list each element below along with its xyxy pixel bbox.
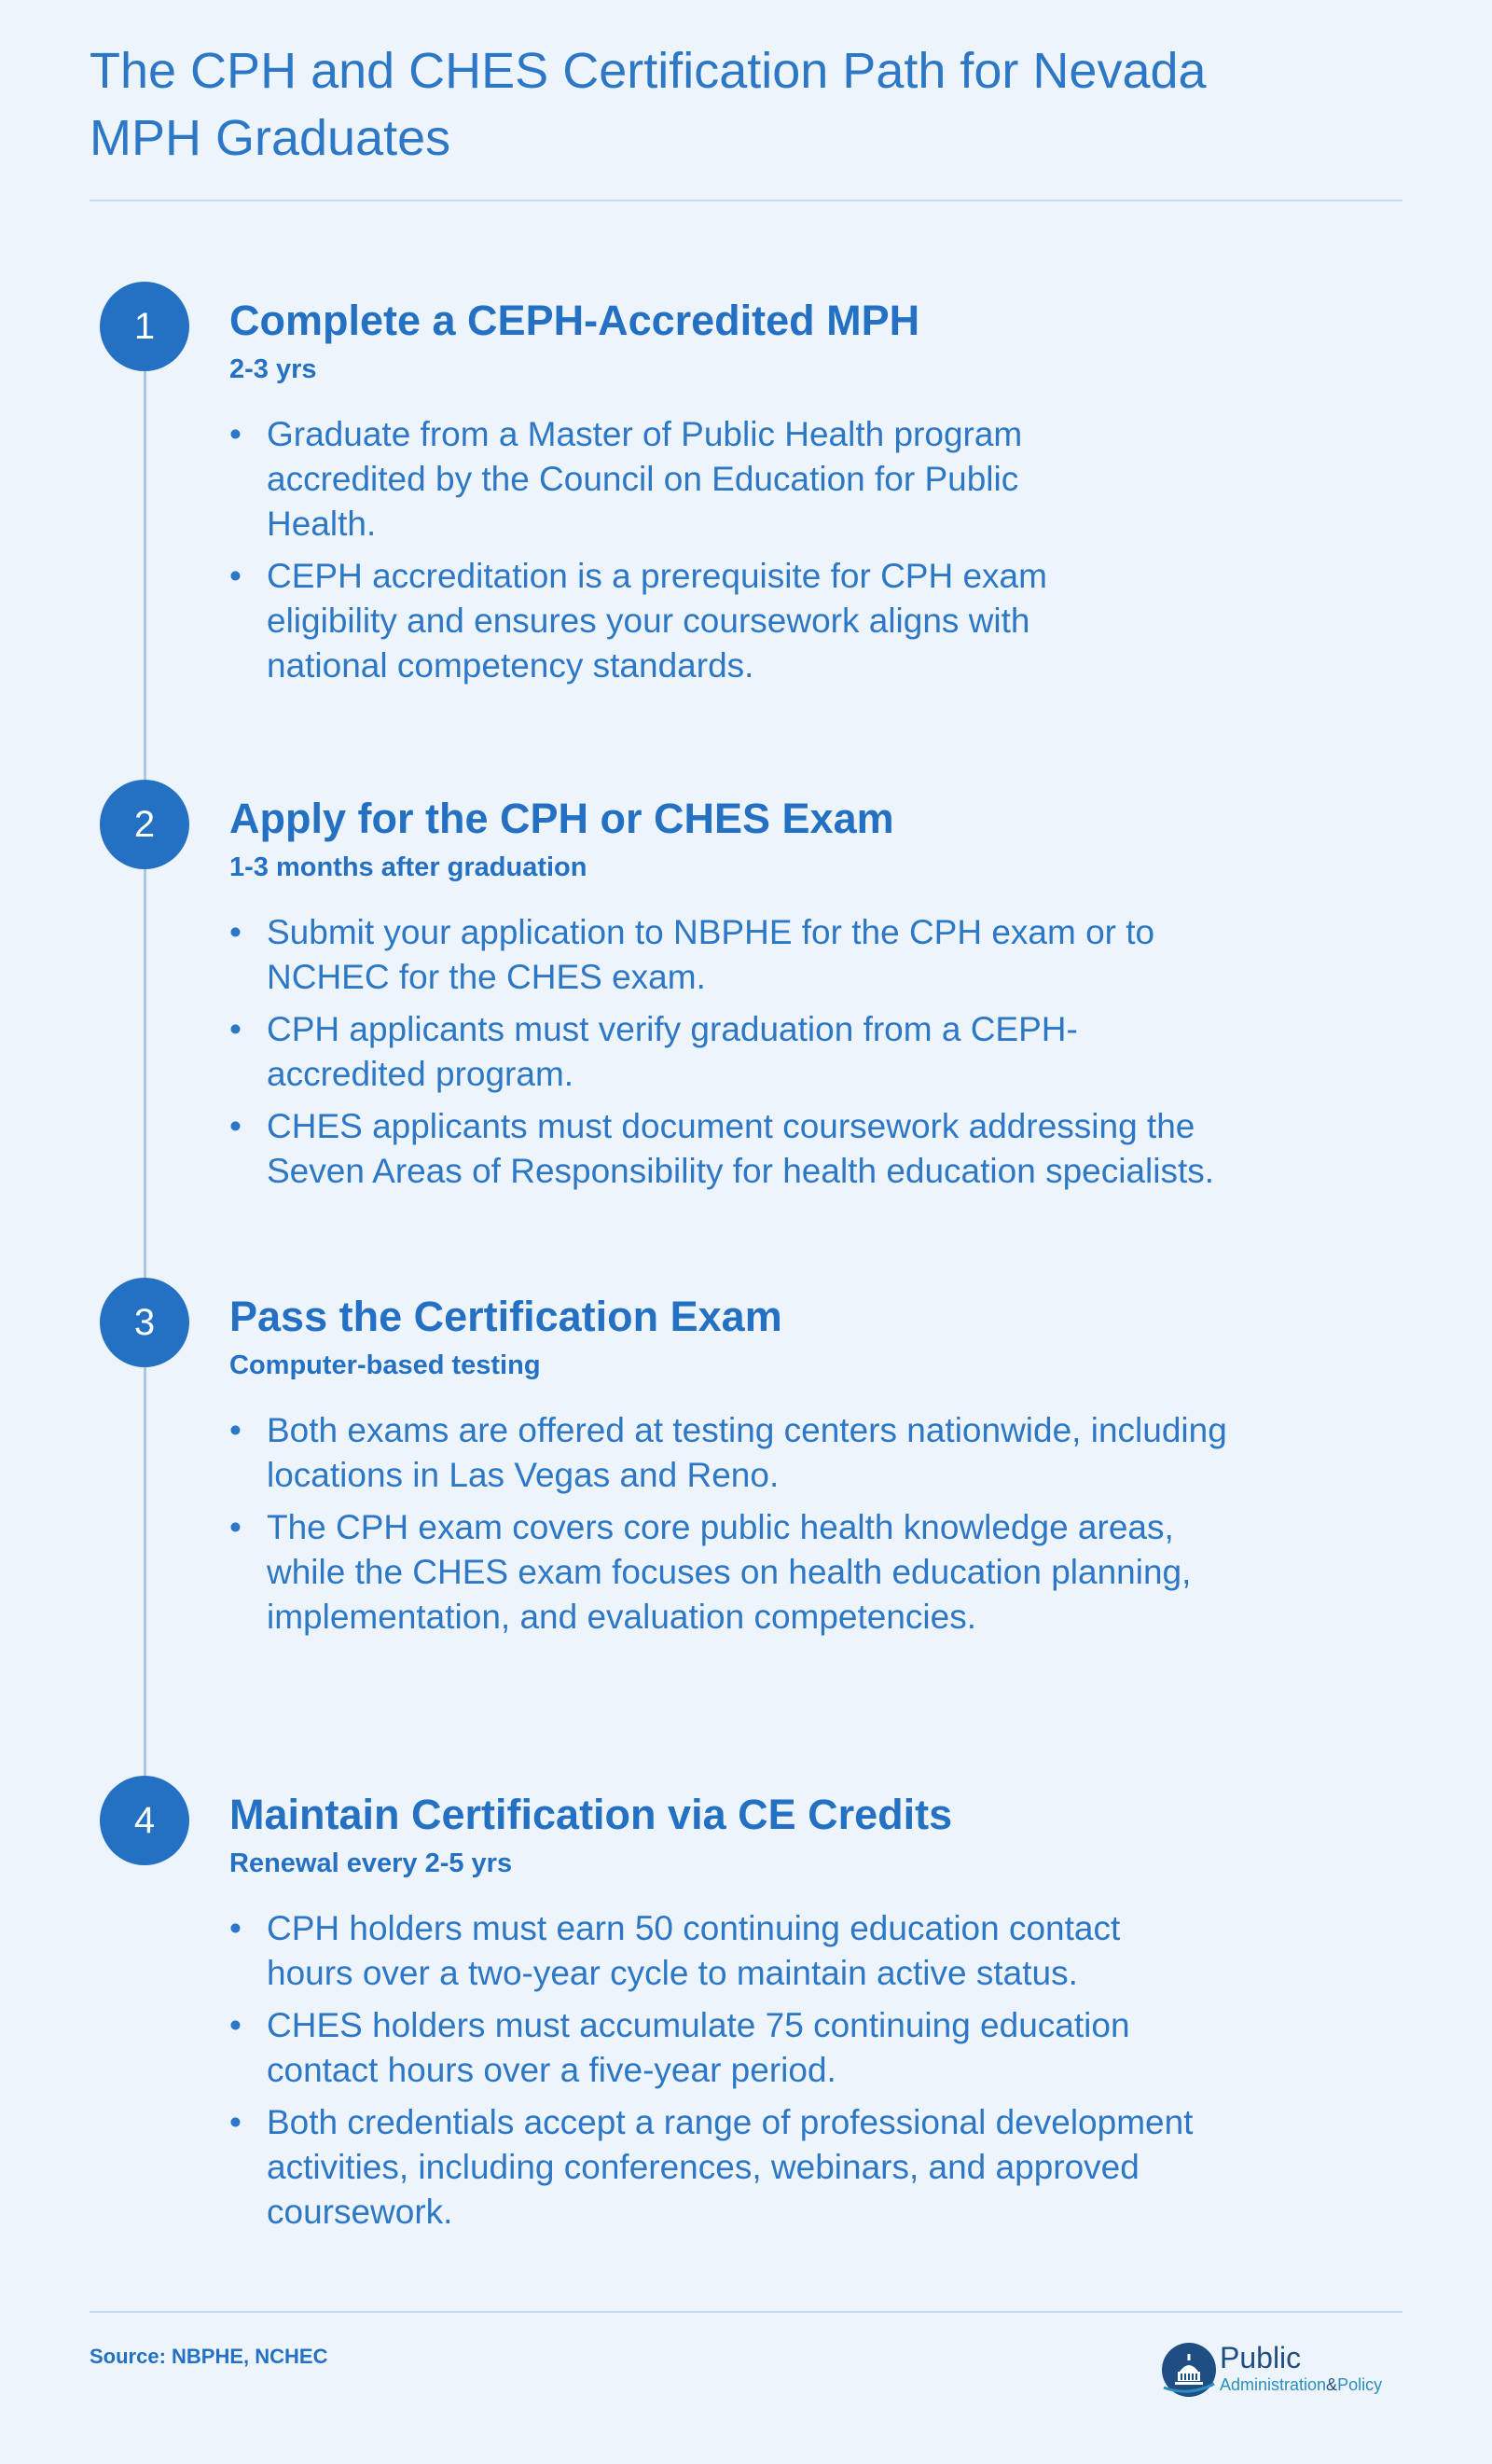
bullet-icon: • bbox=[229, 1010, 242, 1048]
step-title: Apply for the CPH or CHES Exam bbox=[229, 795, 894, 842]
bullet-text: CEPH accreditation is a prerequisite for CPH exam eligibility and ensures your coursework aligns with national competency standards. bbox=[267, 557, 1047, 685]
bullet-icon: • bbox=[229, 1411, 242, 1449]
bullet-icon: • bbox=[229, 1909, 242, 1947]
step-title: Maintain Certification via CE Credits bbox=[229, 1791, 953, 1838]
step-title: Complete a CEPH-Accredited MPH bbox=[229, 297, 920, 344]
bullet-icon: • bbox=[229, 557, 242, 595]
bullet-text: CHES applicants must document coursework addressing the Seven Areas of Responsibility for health education specialists. bbox=[267, 1107, 1215, 1190]
step-duration: 2-3 yrs bbox=[229, 354, 317, 384]
list-item bbox=[229, 1505, 1236, 1640]
bullet-icon: • bbox=[229, 415, 242, 453]
list-item bbox=[229, 1408, 1236, 1498]
logo-wordmark-primary: Public bbox=[1220, 2341, 1302, 2374]
footer-divider bbox=[90, 2311, 1402, 2313]
bullet-icon: • bbox=[229, 2006, 242, 2044]
bullet-icon: • bbox=[229, 1107, 242, 1145]
bullet-text: The CPH exam covers core public health knowledge areas, while the CHES exam focuses on health education planning, implementation, and evaluation competencies. bbox=[267, 1508, 1192, 1636]
step-number-badge: 3 bbox=[100, 1278, 189, 1367]
step-bullet-list bbox=[229, 412, 1087, 696]
bullet-text: CPH holders must earn 50 continuing education contact hours over a two-year cycle to maintain active status. bbox=[267, 1909, 1121, 1992]
bullet-icon: • bbox=[229, 913, 242, 951]
list-item bbox=[229, 2100, 1199, 2235]
page-title: The CPH and CHES Certification Path for Nevada MPH Graduates bbox=[90, 43, 1207, 166]
logo-word-administration: Administration bbox=[1220, 2375, 1327, 2394]
bullet-text: Both exams are offered at testing centers nationwide, including locations in Las Vegas and Reno. bbox=[267, 1411, 1227, 1494]
logo-wordmark-secondary bbox=[1220, 2374, 1382, 2395]
step-number-badge: 4 bbox=[100, 1776, 189, 1865]
brand-logo[interactable] bbox=[1160, 2335, 1402, 2401]
step-duration: Renewal every 2-5 yrs bbox=[229, 1848, 513, 1878]
list-item bbox=[229, 910, 1236, 1000]
list-item bbox=[229, 2003, 1199, 2093]
logo-word-policy: Policy bbox=[1337, 2375, 1383, 2394]
bullet-icon: • bbox=[229, 2103, 242, 2141]
step-bullet-list bbox=[229, 910, 1236, 1201]
capitol-dome-icon bbox=[1160, 2341, 1218, 2399]
list-item bbox=[229, 554, 1087, 688]
step-bullet-list bbox=[229, 1906, 1199, 2242]
list-item bbox=[229, 1007, 1236, 1097]
source-note: Source: NBPHE, NCHEC bbox=[90, 2345, 328, 2368]
logo-ampersand: & bbox=[1326, 2375, 1338, 2394]
step-duration: 1-3 months after graduation bbox=[229, 852, 587, 882]
bullet-text: CHES holders must accumulate 75 continuing education contact hours over a five-year period. bbox=[267, 2006, 1130, 2089]
list-item bbox=[229, 1906, 1199, 1996]
bullet-text: Graduate from a Master of Public Health program accredited by the Council on Education for Public Health. bbox=[267, 415, 1023, 543]
step-number-badge: 2 bbox=[100, 780, 189, 869]
list-item bbox=[229, 412, 1087, 547]
list-item bbox=[229, 1104, 1236, 1194]
step-number-badge: 1 bbox=[100, 282, 189, 371]
step-title: Pass the Certification Exam bbox=[229, 1293, 782, 1340]
step-duration: Computer-based testing bbox=[229, 1350, 541, 1380]
bullet-text: CPH applicants must verify graduation from a CEPH-accredited program. bbox=[267, 1010, 1078, 1093]
header-divider bbox=[90, 200, 1402, 201]
step-bullet-list bbox=[229, 1408, 1236, 1647]
bullet-icon: • bbox=[229, 1508, 242, 1546]
bullet-text: Submit your application to NBPHE for the CPH exam or to NCHEC for the CHES exam. bbox=[267, 913, 1155, 996]
bullet-text: Both credentials accept a range of professional development activities, including conferences, webinars, and approved coursework. bbox=[267, 2103, 1194, 2231]
timeline-line bbox=[144, 325, 146, 1817]
